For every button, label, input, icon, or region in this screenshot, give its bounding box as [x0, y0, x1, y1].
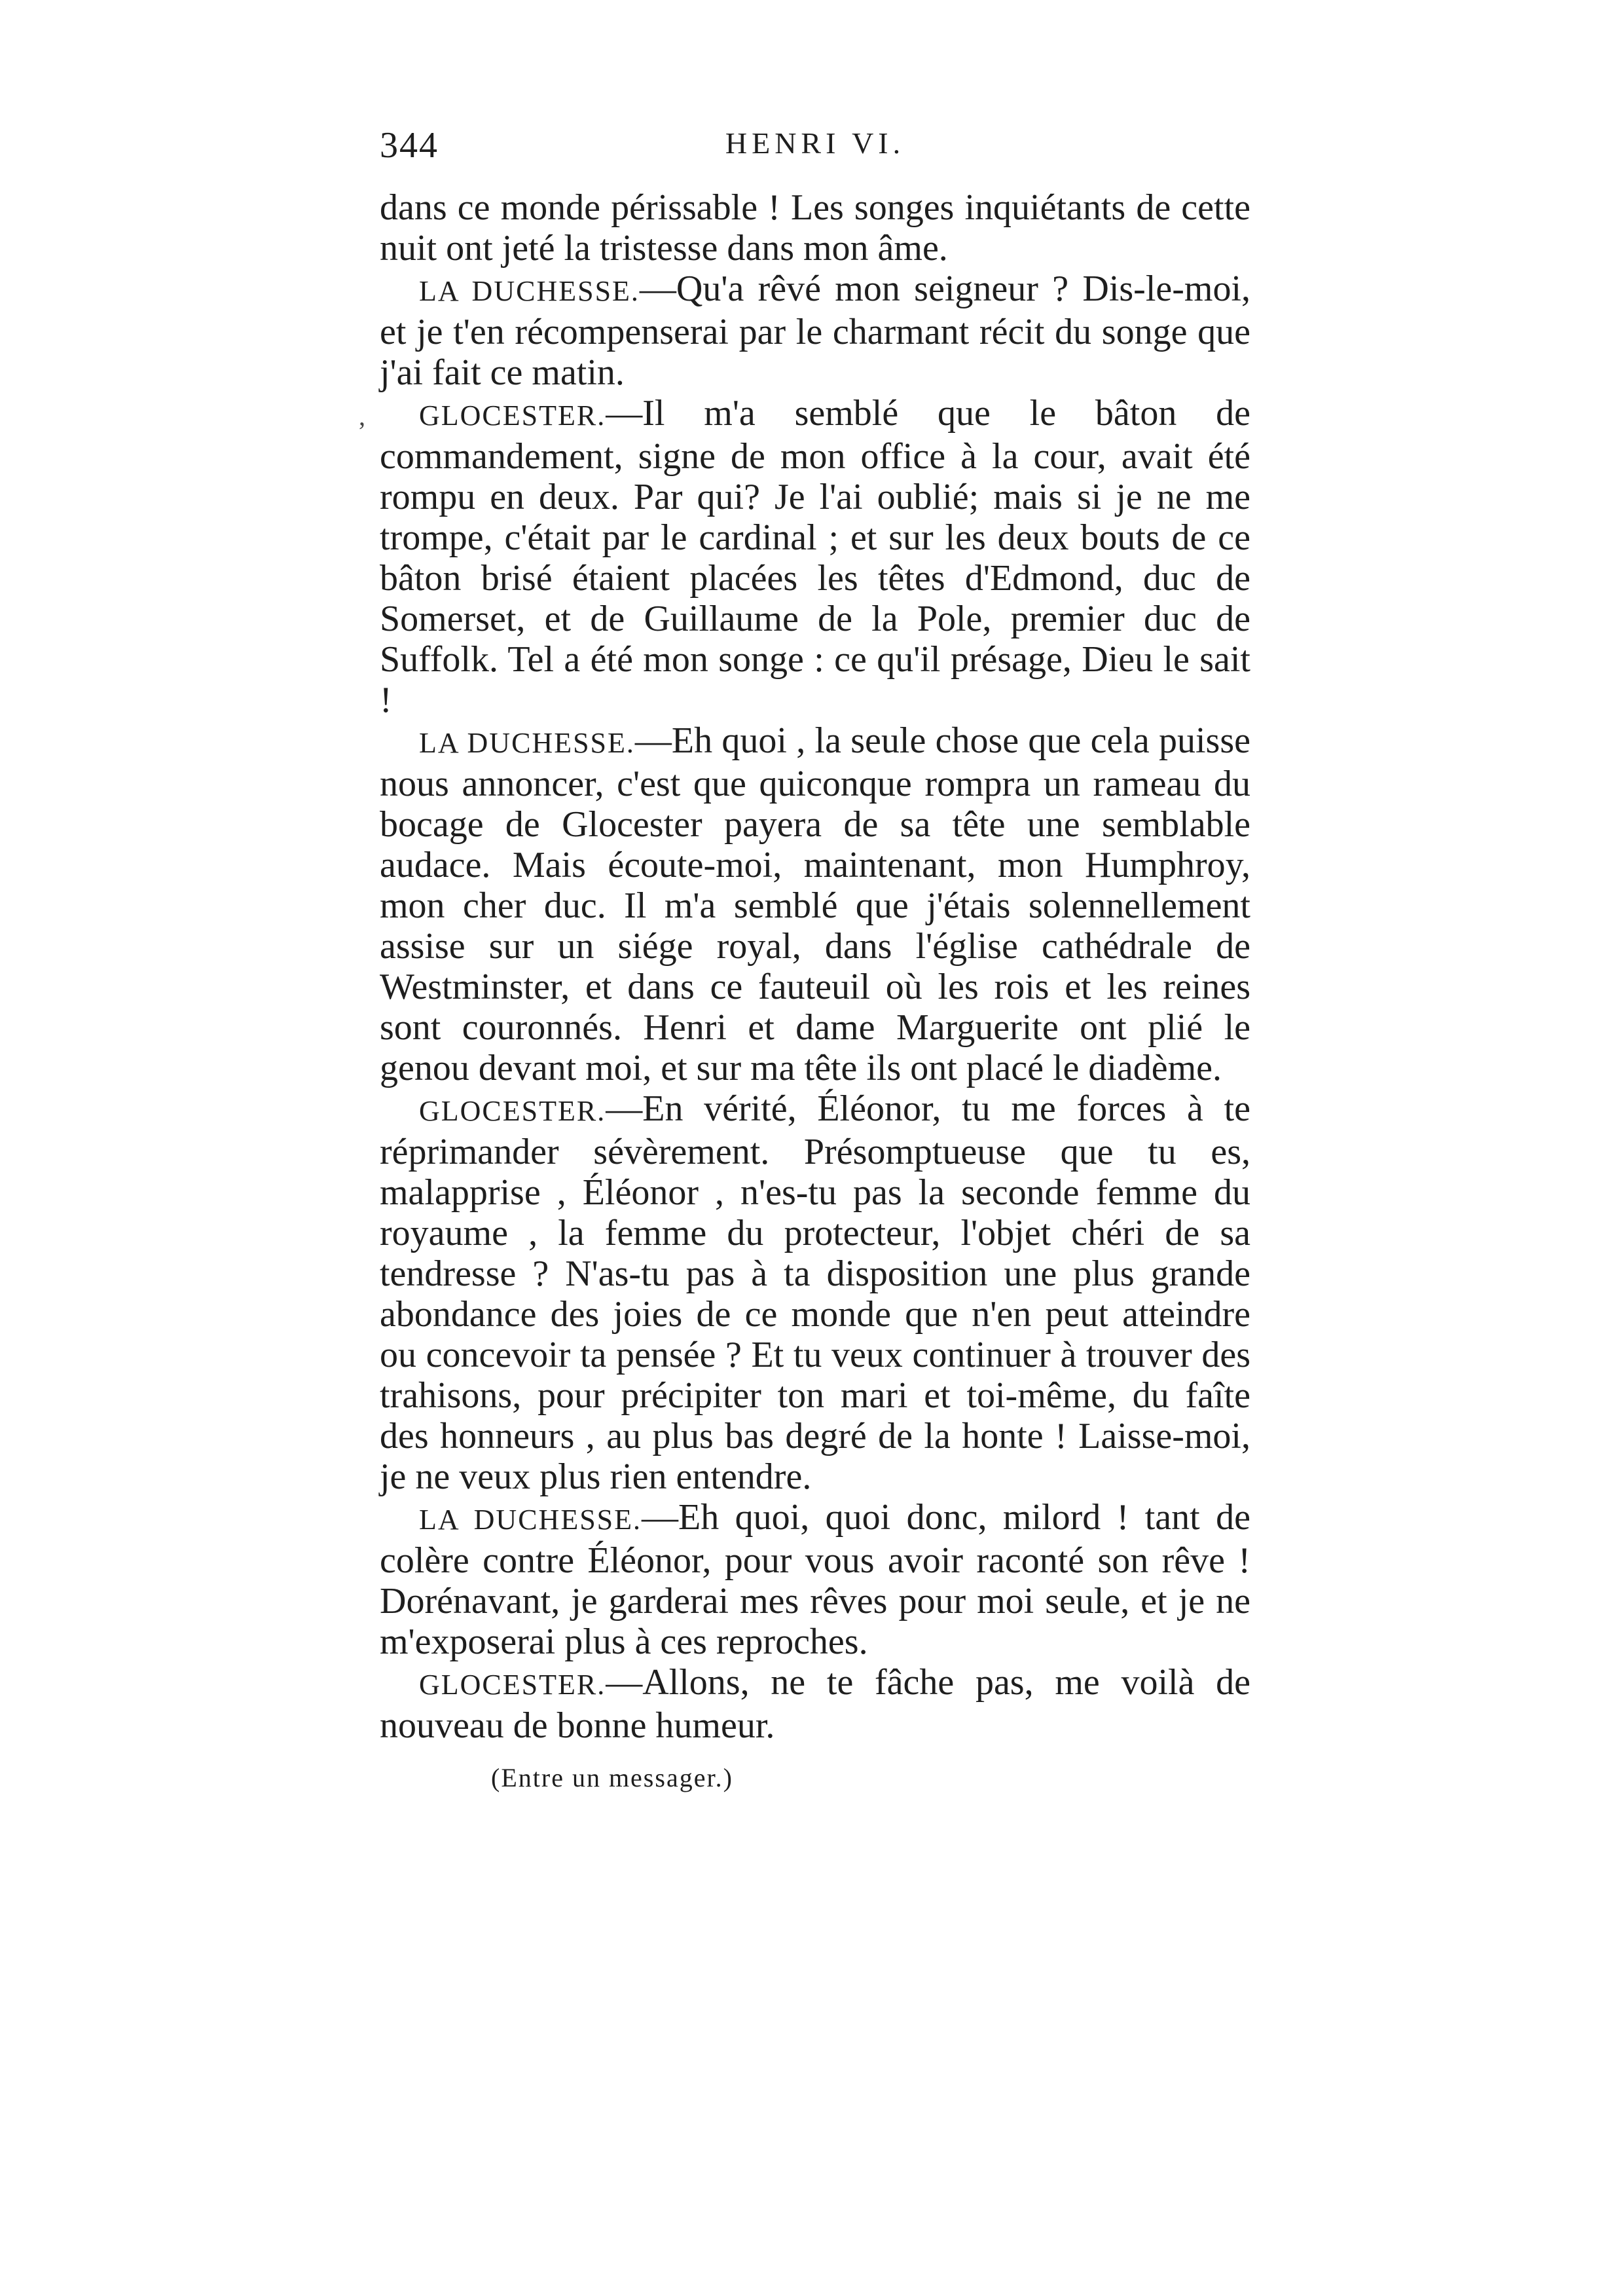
speaker-name: GLOCESTER.: [419, 399, 606, 432]
speech-text: —Qu'a rêvé mon seigneur ? Dis-le-moi, et je t'en récompenserai par le charmant récit du songe que j'ai fait ce matin.: [380, 268, 1251, 393]
continuation-paragraph: dans ce monde périssable ! Les songes inquiétants de cette nuit ont jeté la tristesse dans mon âme.: [380, 187, 1250, 268]
speaker-name: GLOCESTER.: [419, 1095, 606, 1127]
speech-paragraph: [380, 1497, 1250, 1662]
speech-text: —Eh quoi, quoi donc, milord ! tant de colère contre Éléonor, pour vous avoir raconté son rêve ! Dorénavant, je garderai mes rêves pour moi seule, et je ne m'exposerai plus à ces reproches.: [380, 1497, 1251, 1662]
page-header: [380, 124, 1250, 183]
speaker-name: LA DUCHESSE.: [419, 1504, 642, 1536]
stage-direction: (Entre un messager.): [491, 1763, 733, 1792]
speech-paragraph: [380, 1662, 1250, 1746]
speaker-name: LA DUCHESSE.: [419, 727, 635, 759]
running-title: HENRI VI.: [725, 126, 905, 160]
speech-paragraph: [380, 1088, 1250, 1497]
speech-text: —En vérité, Éléonor, tu me forces à te réprimander sévèrement. Présomptueuse que tu es, malapprise , Éléonor , n'es-tu pas la seconde femme du royaume , la femme du protecteur, l'objet chéri de sa tendresse ? N'as-tu pas à ta disposition une plus grande abondance des joies de ce monde que n'en peut atteindre ou concevoir ta pensée ? Et tu veux continuer à trouver des trahisons, pour précipiter ton mari et toi-même, du faîte des honneurs , au plus bas degré de la honte ! Laisse-moi, je ne veux plus rien entendre.: [380, 1088, 1250, 1497]
speech-paragraph: [380, 393, 1250, 720]
margin-mark: ,: [359, 401, 365, 431]
speech-text: —Eh quoi , la seule chose que cela puisse nous annoncer, c'est que quiconque rompra un rameau du bocage de Glocester payera de sa tête une semblable audace. Mais écoute-moi, maintenant, mon Humphroy, mon cher duc. Il m'a semblé que j'étais solennellement assise sur un siége royal, dans l'église cathédrale de Westminster, et dans ce fauteuil où les rois et les reines sont couronnés. Henri et dame Marguerite ont plié le genou devant moi, et sur ma tête ils ont placé le diadème.: [380, 720, 1250, 1088]
page-number: 344: [380, 125, 439, 166]
speech-text: —Il m'a semblé que le bâton de commandement, signe de mon office à la cour, avait été rompu en deux. Par qui? Je l'ai oublié; mais si je ne me trompe, c'était par le cardinal ; et sur les deux bouts de ce bâton brisé étaient placées les têtes d'Edmond, duc de Somerset, et de Guillaume de la Pole, premier duc de Suffolk. Tel a été mon songe : ce qu'il présage, Dieu le sait !: [380, 393, 1250, 720]
page-text: [380, 187, 1250, 1798]
speech-paragraph: [380, 720, 1250, 1088]
speech-paragraph: [380, 268, 1250, 393]
speaker-name: LA DUCHESSE.: [419, 275, 640, 307]
speaker-name: GLOCESTER.: [419, 1669, 606, 1701]
speech-text: —Allons, ne te fâche pas, me voilà de nouveau de bonne humeur.: [380, 1662, 1250, 1746]
